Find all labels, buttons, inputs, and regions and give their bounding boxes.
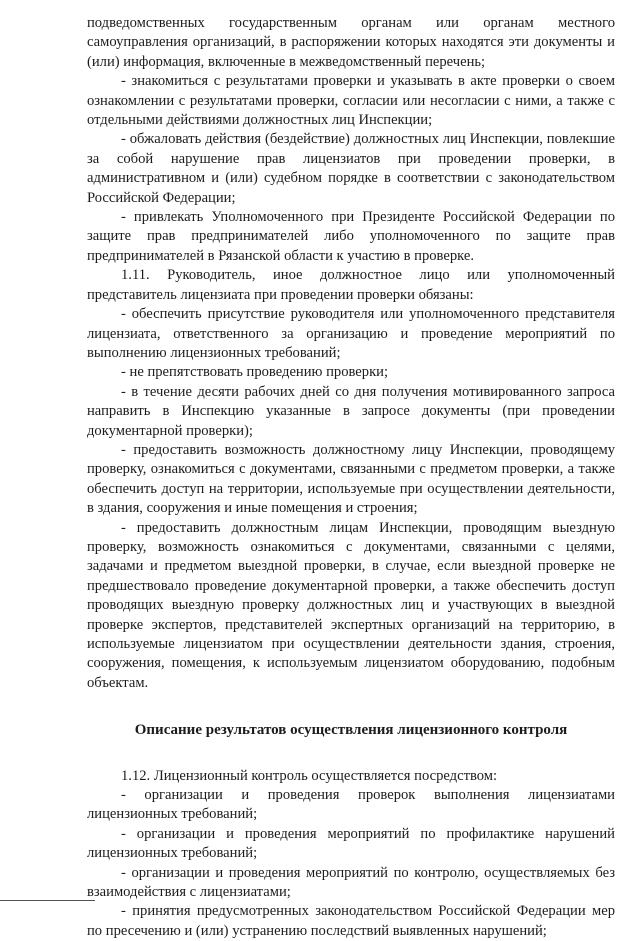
paragraph: - обеспечить присутствие руководителя или уполномоченного представителя лицензиата, ответственного за организацию и проведение мероприятий по выполнению лицензионных требований; [87,306,615,361]
document-page [87,14,615,941]
paragraph: - принятия предусмотренных законодательством Российской Федерации мер по пресечению и (или) устранению последствий выявленных нарушений; [87,903,615,939]
paragraph: - предоставить должностным лицам Инспекции, проводящим выездную проверку, возможность ознакомиться с документами, связанными с целями, задачами и предметом выездной проверки, в случае, если выездной проверке не предшествовало проведение документарной проверки, а также обеспечить доступ проводящих выездную проверку должностных лиц и участвующих в выездной проверке экспертов, представителей экспертных организаций на территорию, в используемые лицензиатом при осуществлении деятельности здания, строения, сооружения, помещения, к используемым лицензиатом оборудованию, подобным объектам. [87,519,615,691]
section-heading: Описание результатов осуществления лицензионного контроля [134,722,568,739]
paragraph: 1.11. Руководитель, иное должностное лицо или уполномоченный представитель лицензиата при проведении проверки обязаны: [87,267,615,303]
footnote-divider [0,900,95,901]
paragraph: - организации и проведения проверок выполнения лицензиатами лицензионных требований; [87,787,615,823]
paragraph: - организации и проведения мероприятий по профилактике нарушений лицензионных требований; [87,825,615,862]
paragraph: - знакомиться с результатами проверки и указывать в акте проверки о своем ознакомлении с результатами проверки, согласии или несогласии с ними, а также с отдельными действиями должностных лиц Инспекции; [87,73,615,129]
paragraph: - обжаловать действия (бездействие) должностных лиц Инспекции, повлекшие за собой нарушение прав лицензиатов при проведении проверки, в административном и (или) судебном порядке в соответствии с законодательством Российской Федерации; [87,131,615,206]
paragraph: - привлекать Уполномоченного при Президенте Российской Федерации по защите прав предпринимателей либо уполномоченного по защите прав предпринимателей в Рязанской области к участию в проверке. [87,209,615,264]
paragraph: - не препятствовать проведению проверки; [121,364,389,381]
paragraph: - организации и проведения мероприятий по контролю, осуществляемых без взаимодействия с лицензиатами; [87,864,615,901]
paragraph: - предоставить возможность должностному лицу Инспекции, проводящему проверку, ознакомиться с документами, связанными с предметом проверки, а также обеспечить доступ на территории, используемые при осуществлении деятельности, в здания, сооружения и иные помещения и строения; [87,441,615,517]
paragraphs-bottom [87,767,615,941]
paragraph: подведомственных государственным органам или органам местного самоуправления организаций, в распоряжении которых находятся эти документы и (или) информация, включенные в межведомственный перечень; [87,15,615,70]
paragraph: 1.12. Лицензионный контроль осуществляется посредством: [121,767,498,784]
paragraphs-top [87,14,615,693]
paragraph: - в течение десяти рабочих дней со дня получения мотивированного запроса направить в Инспекцию указанные в запросе документы (при проведении документарной проверки); [87,383,615,439]
